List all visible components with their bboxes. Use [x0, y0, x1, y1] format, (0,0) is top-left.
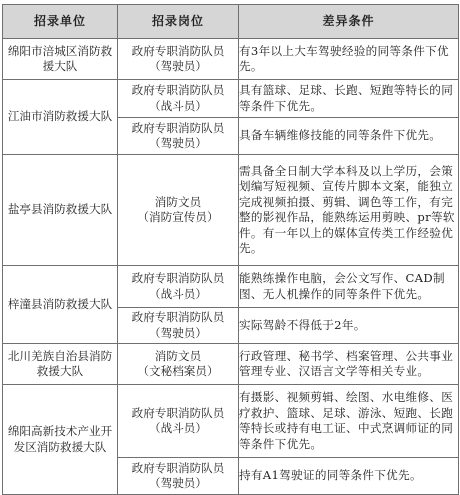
post-subtitle: （消防宣传员） — [137, 210, 219, 224]
post-subtitle: （战斗员） — [149, 421, 207, 435]
post-title: 政府专职消防队员 — [131, 43, 225, 58]
post-title: 消防文员 — [154, 194, 202, 209]
post-cell — [118, 118, 239, 155]
post-title: 政府专职消防队员 — [131, 271, 225, 285]
post-title: 政府专职消防队员 — [131, 120, 225, 135]
post-title: 政府专职消防队员 — [131, 405, 225, 420]
table-row — [3, 266, 459, 308]
post-subtitle: （驾驶员） — [149, 136, 207, 150]
condition-cell: 持有A1驾驶证的同等条件下优先。 — [239, 458, 459, 495]
post-subtitle: （战斗员） — [149, 286, 207, 301]
post-cell — [118, 155, 239, 266]
post-subtitle: （驾驶员） — [149, 325, 207, 340]
post-cell — [118, 385, 239, 458]
post-subtitle: （文秘档案员） — [137, 364, 219, 378]
post-subtitle: （驾驶员） — [149, 59, 207, 73]
post-title: 消防文员 — [154, 348, 202, 363]
unit-cell: 梓潼县消防救援大队 — [3, 266, 118, 344]
condition-cell: 能熟练操作电脑，会公文写作、CAD制图、无人机操作的同等条件下优先。 — [239, 266, 459, 308]
table-row — [3, 344, 459, 385]
post-cell — [118, 80, 239, 118]
table-row — [3, 80, 459, 118]
condition-cell: 有3年以上大车驾驶经验的同等条件下优先。 — [239, 39, 459, 80]
post-subtitle: （驾驶员） — [149, 476, 207, 490]
header-post: 招录岗位 — [118, 5, 239, 39]
table-row — [3, 155, 459, 266]
recruitment-table — [2, 4, 459, 495]
unit-cell: 北川羌族自治县消防救援大队 — [3, 344, 118, 385]
condition-cell: 实际驾龄不得低于2年。 — [239, 308, 459, 344]
condition-cell: 具备车辆维修技能的同等条件下优先。 — [239, 118, 459, 155]
header-unit: 招录单位 — [3, 5, 118, 39]
unit-cell: 绵阳高新技术产业开发区消防救援大队 — [3, 385, 118, 495]
header-condition: 差异条件 — [239, 5, 459, 39]
unit-cell: 盐亭县消防救援大队 — [3, 155, 118, 266]
condition-cell: 具有篮球、足球、长跑、短跑等特长的同等条件下优先。 — [239, 80, 459, 118]
unit-cell: 江油市消防救援大队 — [3, 80, 118, 155]
table-row — [3, 385, 459, 458]
post-title: 政府专职消防队员 — [131, 310, 225, 324]
post-cell — [118, 266, 239, 308]
unit-cell: 绵阳市涪城区消防救援大队 — [3, 39, 118, 80]
condition-cell: 行政管理、秘书学、档案管理、公共事业管理专业、汉语言文学等相关专业。 — [239, 344, 459, 385]
post-cell — [118, 39, 239, 80]
post-title: 政府专职消防队员 — [131, 460, 225, 475]
post-title: 政府专职消防队员 — [131, 83, 225, 97]
post-subtitle: （战斗员） — [149, 98, 207, 113]
condition-cell: 有摄影、视频剪辑、绘图、水电维修、医疗救护、篮球、足球、游泳、短跑、长跑等特长或持有电工证、中式烹调师证的同等条件下优先。 — [239, 385, 459, 458]
condition-cell: 需具备全日制大学本科及以上学历，会策划编写短视频、宣传片脚本文案，能独立完成视频拍摄、剪辑、调色等工作，有完整的影视作品，能熟练运用剪映、pr等软件。有一年以上的媒体宣传类工作经验优先。 — [239, 155, 459, 266]
table-header-row — [3, 5, 459, 39]
post-cell — [118, 458, 239, 495]
table-row — [3, 39, 459, 80]
post-cell — [118, 308, 239, 344]
post-cell — [118, 344, 239, 385]
